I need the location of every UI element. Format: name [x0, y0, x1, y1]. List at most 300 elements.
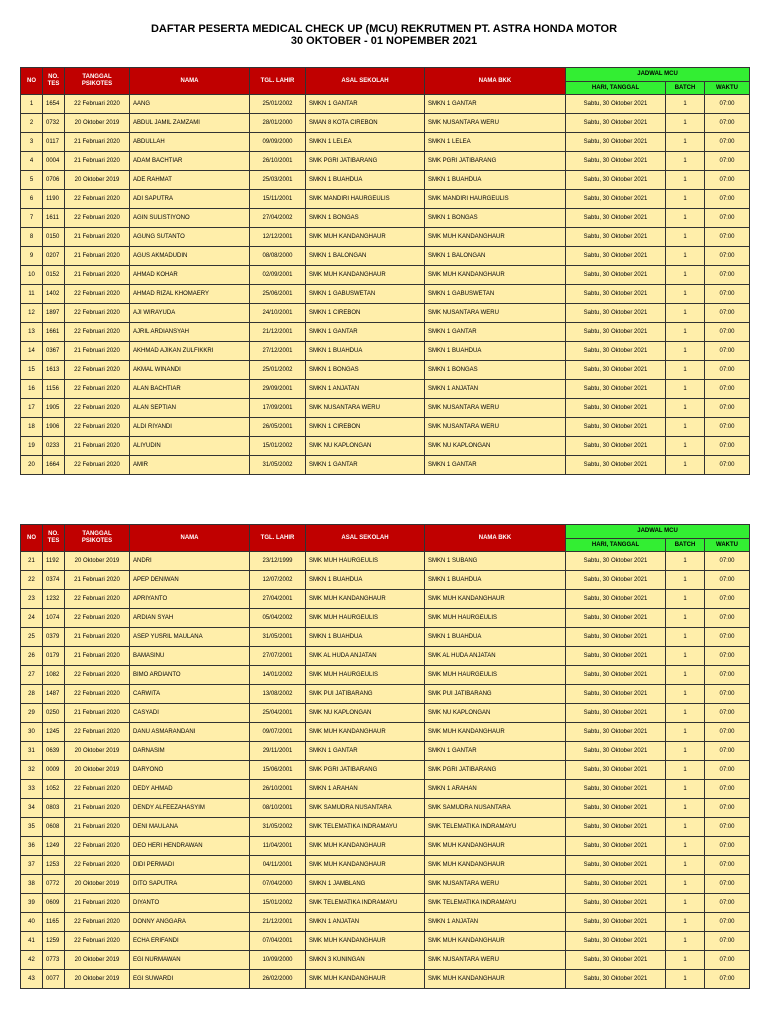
- cell-nama: ECHA ERIFANDI: [130, 932, 250, 951]
- cell-tgl-lahir: 26/10/2001: [250, 152, 306, 171]
- cell-no: 7: [21, 209, 43, 228]
- cell-no: 40: [21, 913, 43, 932]
- cell-hari-tanggal: Sabtu, 30 Oktober 2021: [566, 380, 666, 399]
- cell-tanggal-psikotes: 22 Februari 2020: [65, 780, 130, 799]
- cell-no-tes: 1165: [43, 913, 65, 932]
- cell-nama: EGI SUWARDI: [130, 970, 250, 989]
- cell-tgl-lahir: 12/07/2002: [250, 571, 306, 590]
- cell-waktu: 07:00: [705, 342, 750, 361]
- cell-waktu: 07:00: [705, 780, 750, 799]
- cell-nama-bkk: SMK PGRI JATIBARANG: [425, 152, 566, 171]
- cell-waktu: 07:00: [705, 418, 750, 437]
- cell-hari-tanggal: Sabtu, 30 Oktober 2021: [566, 190, 666, 209]
- table-row: [21, 894, 750, 913]
- cell-waktu: 07:00: [705, 590, 750, 609]
- cell-no: 37: [21, 856, 43, 875]
- cell-tanggal-psikotes: 21 Februari 2020: [65, 628, 130, 647]
- cell-hari-tanggal: Sabtu, 30 Oktober 2021: [566, 666, 666, 685]
- col-header-nama: NAMA: [130, 68, 250, 95]
- cell-tgl-lahir: 04/11/2001: [250, 856, 306, 875]
- table-row: [21, 875, 750, 894]
- cell-nama-bkk: SMK PUI JATIBARANG: [425, 685, 566, 704]
- cell-tanggal-psikotes: 20 Oktober 2019: [65, 970, 130, 989]
- cell-asal-sekolah: SMK NUSANTARA WERU: [306, 399, 425, 418]
- table-row: [21, 837, 750, 856]
- cell-no-tes: 0374: [43, 571, 65, 590]
- cell-nama: AGUS AKMADUDIN: [130, 247, 250, 266]
- cell-waktu: 07:00: [705, 247, 750, 266]
- cell-nama-bkk: SMK TELEMATIKA INDRAMAYU: [425, 818, 566, 837]
- cell-tanggal-psikotes: 20 Oktober 2019: [65, 761, 130, 780]
- cell-asal-sekolah: SMK NU KAPLONGAN: [306, 704, 425, 723]
- cell-asal-sekolah: SMKN 1 GANTAR: [306, 456, 425, 475]
- col-header-waktu: WAKTU: [705, 82, 750, 95]
- cell-no: 36: [21, 837, 43, 856]
- cell-tgl-lahir: 25/01/2002: [250, 361, 306, 380]
- cell-no: 27: [21, 666, 43, 685]
- cell-nama: CASYADI: [130, 704, 250, 723]
- cell-no-tes: 1156: [43, 380, 65, 399]
- table-row: [21, 171, 750, 190]
- cell-nama-bkk: SMK TELEMATIKA INDRAMAYU: [425, 894, 566, 913]
- cell-no: 35: [21, 818, 43, 837]
- cell-no: 19: [21, 437, 43, 456]
- cell-nama-bkk: SMK MUH HAURGEULIS: [425, 666, 566, 685]
- col-header-nama-bkk: NAMA BKK: [425, 68, 566, 95]
- table-row: [21, 628, 750, 647]
- table-row: [21, 970, 750, 989]
- cell-hari-tanggal: Sabtu, 30 Oktober 2021: [566, 932, 666, 951]
- cell-hari-tanggal: Sabtu, 30 Oktober 2021: [566, 818, 666, 837]
- cell-tanggal-psikotes: 20 Oktober 2019: [65, 875, 130, 894]
- cell-waktu: 07:00: [705, 685, 750, 704]
- cell-hari-tanggal: Sabtu, 30 Oktober 2021: [566, 970, 666, 989]
- cell-tanggal-psikotes: 20 Oktober 2019: [65, 171, 130, 190]
- cell-no-tes: 1661: [43, 323, 65, 342]
- cell-asal-sekolah: SMK MUH KANDANGHAUR: [306, 856, 425, 875]
- cell-no-tes: 0706: [43, 171, 65, 190]
- cell-no: 39: [21, 894, 43, 913]
- cell-no-tes: 0773: [43, 951, 65, 970]
- cell-nama: BIMO ARDIANTO: [130, 666, 250, 685]
- cell-tanggal-psikotes: 21 Februari 2020: [65, 704, 130, 723]
- cell-no-tes: 1897: [43, 304, 65, 323]
- cell-batch: 1: [666, 552, 705, 571]
- cell-batch: 1: [666, 894, 705, 913]
- cell-no: 15: [21, 361, 43, 380]
- cell-no: 4: [21, 152, 43, 171]
- cell-nama: AMIR: [130, 456, 250, 475]
- cell-tgl-lahir: 21/12/2001: [250, 323, 306, 342]
- cell-no-tes: 1052: [43, 780, 65, 799]
- cell-no: 42: [21, 951, 43, 970]
- cell-nama: DENI MAULANA: [130, 818, 250, 837]
- table-row: [21, 799, 750, 818]
- cell-tgl-lahir: 25/06/2001: [250, 285, 306, 304]
- cell-tgl-lahir: 08/08/2000: [250, 247, 306, 266]
- cell-batch: 1: [666, 590, 705, 609]
- cell-no: 16: [21, 380, 43, 399]
- cell-no: 33: [21, 780, 43, 799]
- cell-no: 41: [21, 932, 43, 951]
- cell-nama-bkk: SMK PGRI JATIBARANG: [425, 761, 566, 780]
- cell-waktu: 07:00: [705, 875, 750, 894]
- cell-nama: ALAN SEPTIAN: [130, 399, 250, 418]
- cell-no-tes: 1190: [43, 190, 65, 209]
- col-header-batch: BATCH: [666, 82, 705, 95]
- col-header-no-tes: NO. TES: [43, 525, 65, 552]
- cell-nama-bkk: SMKN 1 BUAHDUA: [425, 628, 566, 647]
- cell-tgl-lahir: 31/05/2002: [250, 456, 306, 475]
- col-header-batch: BATCH: [666, 539, 705, 552]
- cell-tgl-lahir: 27/04/2001: [250, 590, 306, 609]
- cell-nama: AHMAD KOHAR: [130, 266, 250, 285]
- cell-tgl-lahir: 11/04/2001: [250, 837, 306, 856]
- cell-hari-tanggal: Sabtu, 30 Oktober 2021: [566, 552, 666, 571]
- table-row: [21, 685, 750, 704]
- cell-nama: DITO SAPUTRA: [130, 875, 250, 894]
- col-header-tanggal-psikotes: TANGGAL PSIKOTES: [65, 525, 130, 552]
- cell-tgl-lahir: 27/04/2002: [250, 209, 306, 228]
- cell-batch: 1: [666, 875, 705, 894]
- cell-tgl-lahir: 21/12/2001: [250, 913, 306, 932]
- cell-tgl-lahir: 26/10/2001: [250, 780, 306, 799]
- cell-tanggal-psikotes: 22 Februari 2020: [65, 304, 130, 323]
- cell-nama: DEO HERI HENDRAWAN: [130, 837, 250, 856]
- cell-asal-sekolah: SMK TELEMATIKA INDRAMAYU: [306, 894, 425, 913]
- cell-nama-bkk: SMK MUH KANDANGHAUR: [425, 723, 566, 742]
- cell-hari-tanggal: Sabtu, 30 Oktober 2021: [566, 761, 666, 780]
- cell-tgl-lahir: 28/01/2000: [250, 114, 306, 133]
- cell-asal-sekolah: SMK MUH HAURGEULIS: [306, 552, 425, 571]
- cell-tanggal-psikotes: 22 Februari 2020: [65, 285, 130, 304]
- cell-nama: AKHMAD AJIKAN ZULFIKKRI: [130, 342, 250, 361]
- cell-asal-sekolah: SMK PGRI JATIBARANG: [306, 761, 425, 780]
- cell-nama: AHMAD RIZAL KHOMAERY: [130, 285, 250, 304]
- cell-no-tes: 1245: [43, 723, 65, 742]
- cell-no-tes: 0732: [43, 114, 65, 133]
- cell-asal-sekolah: SMKN 1 BALONGAN: [306, 247, 425, 266]
- cell-batch: 1: [666, 856, 705, 875]
- cell-asal-sekolah: SMKN 1 GABUSWETAN: [306, 285, 425, 304]
- cell-tgl-lahir: 25/04/2001: [250, 704, 306, 723]
- cell-no-tes: 0009: [43, 761, 65, 780]
- cell-nama-bkk: SMK NUSANTARA WERU: [425, 114, 566, 133]
- cell-tanggal-psikotes: 22 Februari 2020: [65, 590, 130, 609]
- cell-asal-sekolah: SMK MUH KANDANGHAUR: [306, 723, 425, 742]
- cell-waktu: 07:00: [705, 970, 750, 989]
- table-row: [21, 114, 750, 133]
- table-row: [21, 285, 750, 304]
- cell-asal-sekolah: SMKN 1 CIREBON: [306, 418, 425, 437]
- cell-tanggal-psikotes: 22 Februari 2020: [65, 685, 130, 704]
- cell-batch: 1: [666, 380, 705, 399]
- table-row: [21, 818, 750, 837]
- cell-tgl-lahir: 08/10/2001: [250, 799, 306, 818]
- cell-tanggal-psikotes: 21 Februari 2020: [65, 818, 130, 837]
- cell-tgl-lahir: 15/01/2002: [250, 894, 306, 913]
- cell-batch: 1: [666, 209, 705, 228]
- cell-waktu: 07:00: [705, 799, 750, 818]
- cell-waktu: 07:00: [705, 399, 750, 418]
- col-header-waktu: WAKTU: [705, 539, 750, 552]
- table-row: [21, 266, 750, 285]
- cell-asal-sekolah: SMKN 1 LELEA: [306, 133, 425, 152]
- cell-tgl-lahir: 27/12/2001: [250, 342, 306, 361]
- cell-nama: DARYONO: [130, 761, 250, 780]
- cell-tanggal-psikotes: 21 Februari 2020: [65, 266, 130, 285]
- cell-tanggal-psikotes: 20 Oktober 2019: [65, 951, 130, 970]
- cell-waktu: 07:00: [705, 285, 750, 304]
- col-header-asal-sekolah: ASAL SEKOLAH: [306, 525, 425, 552]
- cell-nama: DIYANTO: [130, 894, 250, 913]
- cell-asal-sekolah: SMK MUH KANDANGHAUR: [306, 970, 425, 989]
- cell-asal-sekolah: SMK MUH KANDANGHAUR: [306, 932, 425, 951]
- cell-nama-bkk: SMK NUSANTARA WERU: [425, 399, 566, 418]
- table-row: [21, 723, 750, 742]
- cell-waktu: 07:00: [705, 951, 750, 970]
- cell-nama-bkk: SMK MUH KANDANGHAUR: [425, 266, 566, 285]
- cell-hari-tanggal: Sabtu, 30 Oktober 2021: [566, 628, 666, 647]
- cell-tanggal-psikotes: 22 Februari 2020: [65, 837, 130, 856]
- cell-no-tes: 0772: [43, 875, 65, 894]
- cell-no: 38: [21, 875, 43, 894]
- cell-nama-bkk: SMKN 1 BUAHDUA: [425, 342, 566, 361]
- cell-tgl-lahir: 27/07/2001: [250, 647, 306, 666]
- participant-table-1: [20, 67, 750, 475]
- cell-asal-sekolah: SMK TELEMATIKA INDRAMAYU: [306, 818, 425, 837]
- cell-tanggal-psikotes: 22 Februari 2020: [65, 209, 130, 228]
- cell-batch: 1: [666, 780, 705, 799]
- cell-no: 1: [21, 95, 43, 114]
- cell-hari-tanggal: Sabtu, 30 Oktober 2021: [566, 228, 666, 247]
- cell-hari-tanggal: Sabtu, 30 Oktober 2021: [566, 304, 666, 323]
- cell-no-tes: 1082: [43, 666, 65, 685]
- cell-nama-bkk: SMK MUH HAURGEULIS: [425, 609, 566, 628]
- cell-asal-sekolah: SMAN 8 KOTA CIREBON: [306, 114, 425, 133]
- cell-tgl-lahir: 10/09/2000: [250, 951, 306, 970]
- cell-hari-tanggal: Sabtu, 30 Oktober 2021: [566, 114, 666, 133]
- table-row: [21, 704, 750, 723]
- cell-nama: AJRIL ARDIANSYAH: [130, 323, 250, 342]
- cell-tgl-lahir: 26/05/2001: [250, 418, 306, 437]
- cell-waktu: 07:00: [705, 190, 750, 209]
- cell-batch: 1: [666, 742, 705, 761]
- cell-nama: ARDIAN SYAH: [130, 609, 250, 628]
- cell-tgl-lahir: 29/09/2001: [250, 380, 306, 399]
- cell-nama: AJI WIRAYUDA: [130, 304, 250, 323]
- cell-nama-bkk: SMK MUH KANDANGHAUR: [425, 932, 566, 951]
- cell-nama-bkk: SMKN 1 GANTAR: [425, 323, 566, 342]
- cell-waktu: 07:00: [705, 361, 750, 380]
- cell-tgl-lahir: 15/11/2001: [250, 190, 306, 209]
- cell-hari-tanggal: Sabtu, 30 Oktober 2021: [566, 951, 666, 970]
- cell-nama-bkk: SMKN 1 BONGAS: [425, 361, 566, 380]
- cell-asal-sekolah: SMK MUH KANDANGHAUR: [306, 590, 425, 609]
- cell-asal-sekolah: SMKN 1 GANTAR: [306, 95, 425, 114]
- cell-asal-sekolah: SMKN 1 BUAHDUA: [306, 571, 425, 590]
- cell-asal-sekolah: SMKN 1 BUAHDUA: [306, 628, 425, 647]
- cell-batch: 1: [666, 761, 705, 780]
- cell-nama: DIDI PERMADI: [130, 856, 250, 875]
- cell-no: 29: [21, 704, 43, 723]
- cell-asal-sekolah: SMK MANDIRI HAURGEULIS: [306, 190, 425, 209]
- cell-tgl-lahir: 25/01/2002: [250, 95, 306, 114]
- cell-no-tes: 0803: [43, 799, 65, 818]
- cell-asal-sekolah: SMK NU KAPLONGAN: [306, 437, 425, 456]
- cell-batch: 1: [666, 228, 705, 247]
- cell-no: 9: [21, 247, 43, 266]
- cell-asal-sekolah: SMK MUH KANDANGHAUR: [306, 837, 425, 856]
- cell-nama-bkk: SMK NU KAPLONGAN: [425, 704, 566, 723]
- cell-no-tes: 0608: [43, 818, 65, 837]
- cell-waktu: 07:00: [705, 323, 750, 342]
- cell-no: 17: [21, 399, 43, 418]
- cell-hari-tanggal: Sabtu, 30 Oktober 2021: [566, 856, 666, 875]
- cell-nama-bkk: SMKN 1 BUAHDUA: [425, 171, 566, 190]
- cell-asal-sekolah: SMK PGRI JATIBARANG: [306, 152, 425, 171]
- cell-no-tes: 1654: [43, 95, 65, 114]
- cell-nama-bkk: SMK MUH KANDANGHAUR: [425, 228, 566, 247]
- cell-nama-bkk: SMKN 1 BONGAS: [425, 209, 566, 228]
- cell-no-tes: 1664: [43, 456, 65, 475]
- cell-no-tes: 1253: [43, 856, 65, 875]
- table-row: [21, 742, 750, 761]
- cell-tgl-lahir: 29/11/2001: [250, 742, 306, 761]
- cell-batch: 1: [666, 361, 705, 380]
- col-header-hari-tanggal: HARI, TANGGAL: [566, 82, 666, 95]
- cell-hari-tanggal: Sabtu, 30 Oktober 2021: [566, 894, 666, 913]
- cell-no: 21: [21, 552, 43, 571]
- cell-tgl-lahir: 13/08/2002: [250, 685, 306, 704]
- cell-tgl-lahir: 23/12/1999: [250, 552, 306, 571]
- cell-hari-tanggal: Sabtu, 30 Oktober 2021: [566, 95, 666, 114]
- cell-waktu: 07:00: [705, 609, 750, 628]
- cell-batch: 1: [666, 913, 705, 932]
- cell-tgl-lahir: 14/01/2002: [250, 666, 306, 685]
- cell-hari-tanggal: Sabtu, 30 Oktober 2021: [566, 875, 666, 894]
- cell-no: 2: [21, 114, 43, 133]
- cell-waktu: 07:00: [705, 856, 750, 875]
- cell-asal-sekolah: SMKN 1 BONGAS: [306, 209, 425, 228]
- cell-tgl-lahir: 15/01/2002: [250, 437, 306, 456]
- cell-no-tes: 1074: [43, 609, 65, 628]
- table-row: [21, 247, 750, 266]
- cell-batch: 1: [666, 799, 705, 818]
- cell-hari-tanggal: Sabtu, 30 Oktober 2021: [566, 742, 666, 761]
- cell-hari-tanggal: Sabtu, 30 Oktober 2021: [566, 647, 666, 666]
- cell-nama-bkk: SMKN 1 BUAHDUA: [425, 571, 566, 590]
- cell-nama-bkk: SMKN 1 GANTAR: [425, 456, 566, 475]
- cell-batch: 1: [666, 666, 705, 685]
- participant-table-2: [20, 524, 750, 989]
- col-header-no: NO: [21, 68, 43, 95]
- cell-hari-tanggal: Sabtu, 30 Oktober 2021: [566, 571, 666, 590]
- title-line-1: DAFTAR PESERTA MEDICAL CHECK UP (MCU) REKRUTMEN PT. ASTRA HONDA MOTOR: [150, 23, 618, 35]
- cell-no-tes: 0179: [43, 647, 65, 666]
- cell-tanggal-psikotes: 20 Oktober 2019: [65, 552, 130, 571]
- col-header-no-tes: NO. TES: [43, 68, 65, 95]
- cell-nama: DARNASIM: [130, 742, 250, 761]
- cell-batch: 1: [666, 628, 705, 647]
- table-row: [21, 552, 750, 571]
- cell-waktu: 07:00: [705, 837, 750, 856]
- cell-waktu: 07:00: [705, 171, 750, 190]
- cell-nama-bkk: SMK NUSANTARA WERU: [425, 418, 566, 437]
- cell-no-tes: 0152: [43, 266, 65, 285]
- cell-no: 43: [21, 970, 43, 989]
- cell-tanggal-psikotes: 22 Februari 2020: [65, 418, 130, 437]
- cell-waktu: 07:00: [705, 723, 750, 742]
- cell-waktu: 07:00: [705, 704, 750, 723]
- table-row: [21, 133, 750, 152]
- cell-tgl-lahir: 25/03/2001: [250, 171, 306, 190]
- cell-hari-tanggal: Sabtu, 30 Oktober 2021: [566, 780, 666, 799]
- cell-nama: DONNY ANGGARA: [130, 913, 250, 932]
- cell-nama-bkk: SMK NUSANTARA WERU: [425, 875, 566, 894]
- cell-tgl-lahir: 07/04/2001: [250, 932, 306, 951]
- table-row: [21, 647, 750, 666]
- table-1-body: [21, 95, 750, 475]
- cell-asal-sekolah: SMK MUH HAURGEULIS: [306, 666, 425, 685]
- cell-asal-sekolah: SMK SAMUDRA NUSANTARA: [306, 799, 425, 818]
- cell-nama-bkk: SMKN 1 GANTAR: [425, 95, 566, 114]
- table-row: [21, 418, 750, 437]
- cell-asal-sekolah: SMKN 1 ARAHAN: [306, 780, 425, 799]
- cell-no: 20: [21, 456, 43, 475]
- cell-no-tes: 0639: [43, 742, 65, 761]
- cell-no: 5: [21, 171, 43, 190]
- cell-no-tes: 0609: [43, 894, 65, 913]
- cell-batch: 1: [666, 437, 705, 456]
- cell-tgl-lahir: 17/09/2001: [250, 399, 306, 418]
- cell-tanggal-psikotes: 21 Februari 2020: [65, 228, 130, 247]
- table-row: [21, 590, 750, 609]
- cell-asal-sekolah: SMKN 1 BONGAS: [306, 361, 425, 380]
- cell-tgl-lahir: 24/10/2001: [250, 304, 306, 323]
- table-row: [21, 571, 750, 590]
- cell-hari-tanggal: Sabtu, 30 Oktober 2021: [566, 913, 666, 932]
- cell-no-tes: 0004: [43, 152, 65, 171]
- cell-tanggal-psikotes: 22 Februari 2020: [65, 723, 130, 742]
- table-row: [21, 780, 750, 799]
- cell-batch: 1: [666, 323, 705, 342]
- cell-batch: 1: [666, 285, 705, 304]
- cell-batch: 1: [666, 342, 705, 361]
- cell-nama: ALIYUDIN: [130, 437, 250, 456]
- cell-batch: 1: [666, 970, 705, 989]
- cell-no-tes: 1192: [43, 552, 65, 571]
- cell-nama: ADAM BACHTIAR: [130, 152, 250, 171]
- cell-waktu: 07:00: [705, 666, 750, 685]
- cell-nama: AKMAL WINANDI: [130, 361, 250, 380]
- cell-nama-bkk: SMK MUH KANDANGHAUR: [425, 970, 566, 989]
- cell-waktu: 07:00: [705, 628, 750, 647]
- cell-nama: ABDUL JAMIL ZAMZAMI: [130, 114, 250, 133]
- cell-tanggal-psikotes: 22 Februari 2020: [65, 380, 130, 399]
- cell-tanggal-psikotes: 22 Februari 2020: [65, 361, 130, 380]
- cell-waktu: 07:00: [705, 552, 750, 571]
- col-header-jadwal-mcu: JADWAL MCU: [566, 68, 750, 82]
- cell-tgl-lahir: 12/12/2001: [250, 228, 306, 247]
- table-row: [21, 951, 750, 970]
- cell-no-tes: 1249: [43, 837, 65, 856]
- cell-asal-sekolah: SMKN 1 ANJATAN: [306, 380, 425, 399]
- table-row: [21, 361, 750, 380]
- cell-tanggal-psikotes: 22 Februari 2020: [65, 95, 130, 114]
- cell-batch: 1: [666, 152, 705, 171]
- cell-nama-bkk: SMK MUH KANDANGHAUR: [425, 856, 566, 875]
